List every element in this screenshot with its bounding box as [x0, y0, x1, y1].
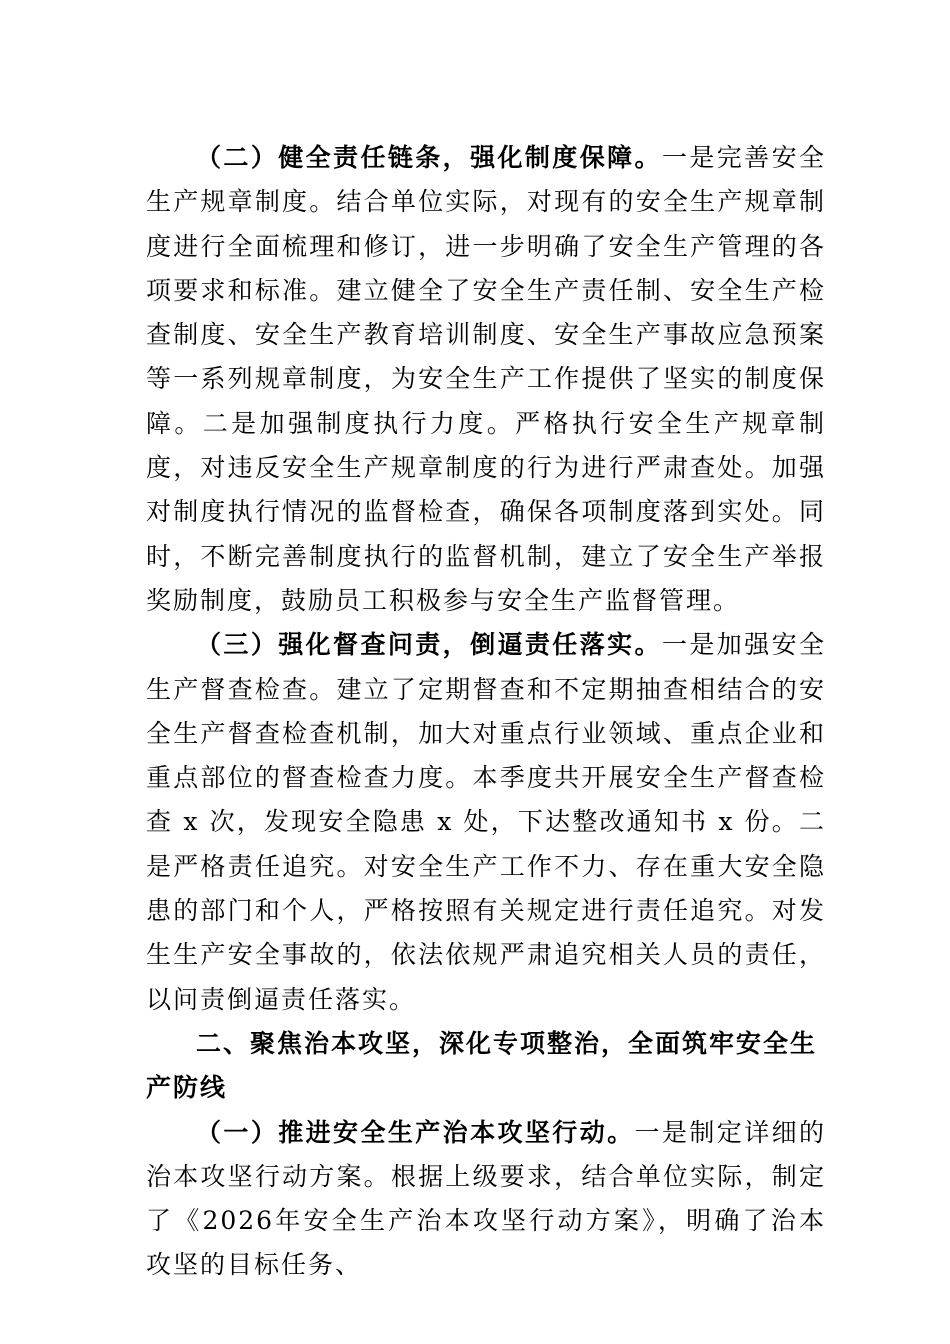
paragraph-tackling-action	[146, 1111, 826, 1288]
paragraph-responsibility-chain	[146, 136, 826, 623]
paragraph-text: 一是加强安全生产督查检查。建立了定期督查和不定期抽查相结合的安全生产督查检查机制，加大对重点行业领域、重点企业和重点部位的督查检查力度。本季度共开展安全生产督查检查 x 次，发现安全隐患 x 处，下达整改通知书 x 份。二是严格责任追究。对安全生产工作不力、存在重大安全隐患的部门和个人，严格按照有关规定进行责任追究。对发生生产安全事故的，依法依规严肃追究相关人员的责任，以问责倒逼责任落实。	[146, 630, 826, 1014]
subheading-responsibility-chain: （二）健全责任链条，强化制度保障。	[196, 143, 662, 172]
paragraph-supervision-accountability	[146, 623, 826, 1022]
paragraph-text: 一是制定详细的治本攻坚行动方案。根据上级要求，结合单位实际，制定了《2026年安全生产治本攻坚行动方案》，明确了治本攻坚的目标任务、	[146, 1117, 826, 1280]
section-heading-2: 二、聚焦治本攻坚，深化专项整治，全面筑牢安全生产防线	[146, 1028, 818, 1103]
subheading-tackling-action: （一）推进安全生产治本攻坚行动。	[196, 1117, 635, 1147]
document-body	[146, 136, 826, 1288]
paragraph-text: 一是完善安全生产规章制度。结合单位实际，对现有的安全生产规章制度进行全面梳理和修订，进一步明确了安全生产管理的各项要求和标准。建立健全了安全生产责任制、安全生产检查制度、安全生产教育培训制度、安全生产事故应急预案等一系列规章制度，为安全生产工作提供了坚实的制度保障。二是加强制度执行力度。严格执行安全生产规章制度，对违反安全生产规章制度的行为进行严肃查处。加强对制度执行情况的监督检查，确保各项制度落到实处。同时，不断完善制度执行的监督机制，建立了安全生产举报奖励制度，鼓励员工积极参与安全生产监督管理。	[146, 143, 826, 615]
subheading-supervision-accountability: （三）强化督查问责，倒逼责任落实。	[196, 630, 662, 660]
